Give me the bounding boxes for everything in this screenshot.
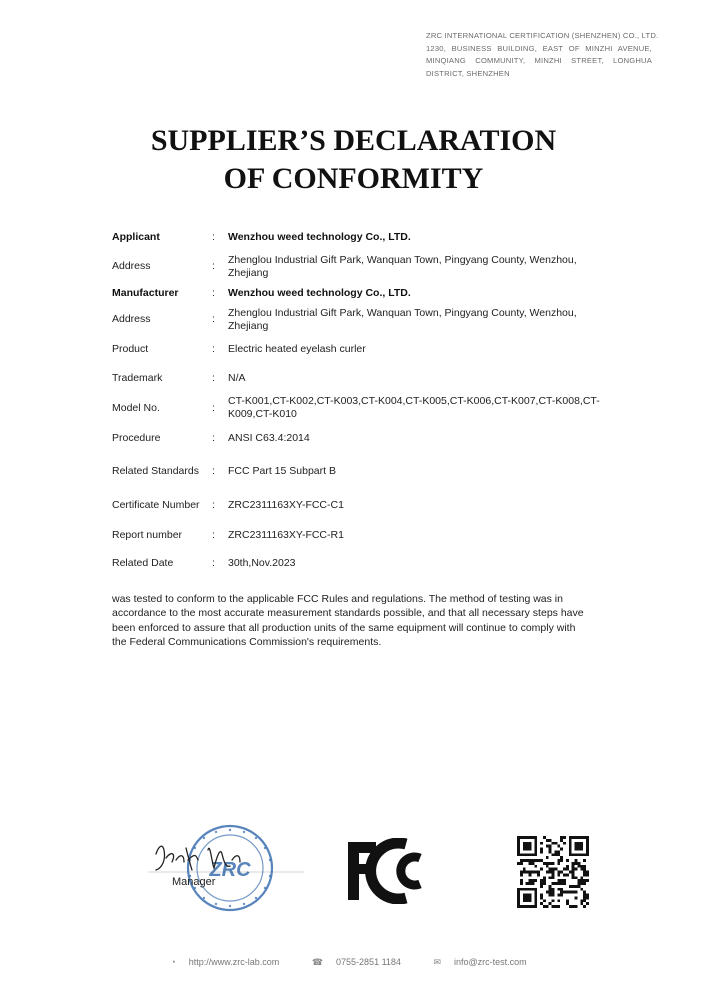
field-value: Zhenglou Industrial Gift Park, Wanquan Town, Pingyang County, Wenzhou, Zhejiang	[228, 307, 577, 332]
field-label: Manufacturer	[112, 287, 179, 299]
zrc-stamp-icon	[148, 820, 308, 930]
field-value: Wenzhou weed technology Co., LTD.	[228, 287, 411, 299]
field-colon: :	[212, 402, 215, 414]
field-colon: :	[212, 557, 215, 569]
company-address-line-2: MINQIANG COMMUNITY, MINZHI STREET, LONGHUA	[426, 56, 652, 66]
footer	[0, 957, 707, 968]
field-label: Related Date	[112, 557, 174, 569]
globe-icon: ◔	[170, 957, 176, 967]
company-address-line-3: DISTRICT, SHENZHEN	[426, 68, 510, 78]
field-label: Address	[112, 260, 151, 272]
field-label: Report number	[112, 529, 183, 541]
field-colon: :	[212, 260, 215, 272]
company-address-block	[426, 30, 659, 80]
field-label: Procedure	[112, 432, 161, 444]
field-value: ZRC2311163XY-FCC-C1	[228, 499, 344, 511]
field-colon: :	[212, 499, 215, 511]
company-address-line-1: 1230, BUSINESS BUILDING, EAST OF MINZHI AVENUE,	[426, 43, 652, 53]
website-text: http://www.zrc-lab.com	[188, 957, 280, 967]
field-label: Applicant	[112, 231, 160, 243]
field-value: N/A	[228, 372, 246, 384]
field-value: Wenzhou weed technology Co., LTD.	[228, 231, 411, 243]
field-colon: :	[212, 529, 215, 541]
field-colon: :	[212, 343, 215, 355]
field-colon: :	[212, 313, 215, 325]
field-value: 30th,Nov.2023	[228, 557, 296, 569]
fcc-logo-icon	[346, 838, 434, 904]
qr-code-icon	[517, 836, 589, 908]
field-label: Product	[112, 343, 149, 355]
field-colon: :	[212, 432, 215, 444]
title-line-1: SUPPLIER’S DECLARATION	[150, 124, 557, 157]
manager-label: Manager	[172, 876, 216, 888]
field-colon: :	[212, 372, 215, 384]
field-label: Related Standards	[112, 465, 199, 477]
field-colon: :	[212, 287, 215, 299]
field-label: Certificate Number	[112, 499, 200, 511]
field-colon: :	[212, 465, 215, 477]
mail-icon: ✉	[433, 957, 441, 967]
qr-code	[517, 836, 589, 913]
footer-email[interactable]	[433, 957, 536, 967]
title-line-2: OF CONFORMITY	[223, 162, 484, 195]
field-value: ANSI C63.4:2014	[228, 432, 310, 444]
field-label: Trademark	[112, 372, 163, 384]
conformity-statement: was tested to conform to the applicable FCC Rules and regulations. The method of testing was in accordance to the most accurate measurement standards possible, and that all necessary steps have been enforced to assure that all production units of the same equipment will continue to comply with the Federal Communications Commission's requirements.	[112, 593, 584, 649]
fcc-logo	[346, 838, 434, 909]
stamp-text: ZRC	[209, 859, 251, 881]
field-label: Model No.	[112, 402, 160, 414]
field-value: Electric heated eyelash curler	[228, 343, 366, 355]
field-value: ZRC2311163XY-FCC-R1	[228, 529, 344, 541]
field-value: CT-K001,CT-K002,CT-K003,CT-K004,CT-K005,CT-K006,CT-K007,CT-K008,CT-K009,CT-K010	[228, 395, 600, 420]
field-label: Address	[112, 313, 151, 325]
footer-website[interactable]	[170, 957, 289, 967]
company-name-line: ZRC INTERNATIONAL CERTIFICATION (SHENZHEN) CO., LTD.	[426, 31, 659, 40]
signature-stamp-area	[148, 820, 308, 930]
document-title	[0, 122, 707, 198]
field-value: FCC Part 15 Subpart B	[228, 465, 336, 477]
field-value: Zhenglou Industrial Gift Park, Wanquan Town, Pingyang County, Wenzhou, Zhejiang	[228, 254, 577, 279]
field-colon: :	[212, 231, 215, 243]
phone-text: 0755-2851 1184	[336, 957, 401, 967]
phone-icon: ☎	[311, 957, 324, 967]
footer-phone	[312, 957, 411, 967]
email-text: info@zrc-test.com	[454, 957, 527, 967]
